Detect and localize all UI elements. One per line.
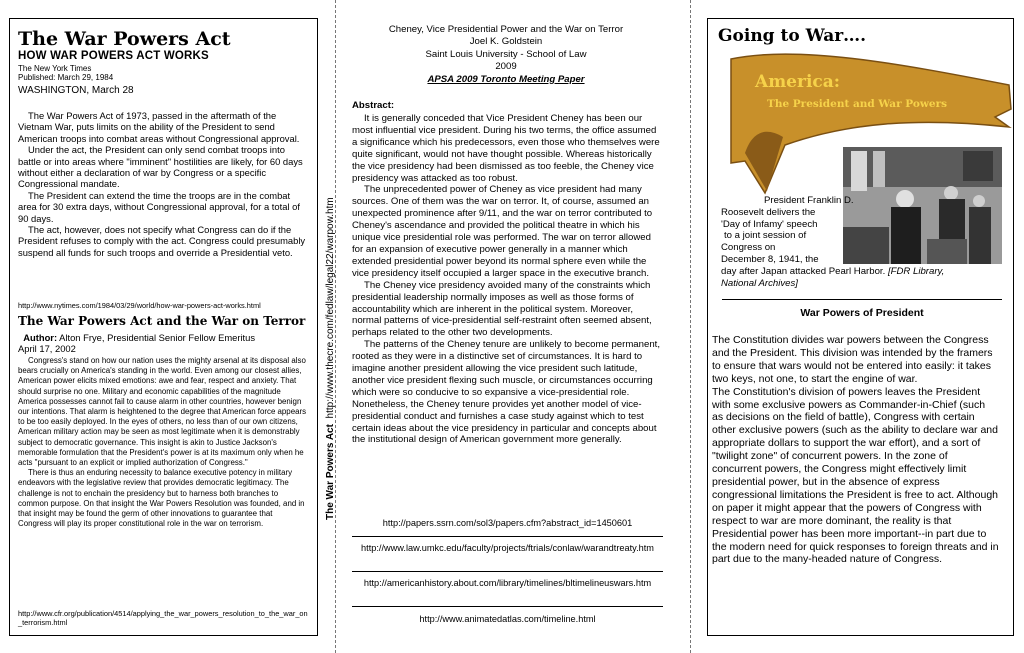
caption-credit-line — [721, 278, 1011, 290]
paragraph: The Constitution's division of powers leaves the President with some exclusive powers as Commander-in-Chief (such as decisions on the field of battle), Congress with certain other exclusive powers (such as the ability to declare war and appropriate dollars to support the war effort), and a sort of "twilight zone" of concurrent powers. In the zone of concurrent powers, the Congress might effectively limit presidential power, but in the absence of express congressional limitations the President is free to act. Although on paper it might appear that the powers of Congress with respect to war are more dominant, the reality is that Presidential power has been more important--in part due to the modern need for quick responses to foreign threats and in part due to the many-headed nature of Congress. — [712, 385, 999, 566]
vertical-title: The War Powers Act — [325, 424, 336, 520]
article-source: The New York Times — [18, 64, 92, 73]
war-powers-section-title: War Powers of President — [800, 307, 924, 319]
abstract-label: Abstract: — [352, 100, 395, 111]
article-published: Published: March 29, 1984 — [18, 73, 114, 82]
caption-line: President Franklin D. — [764, 195, 854, 206]
umkc-link[interactable]: http://www.law.umkc.edu/faculty/projects/ftrials/conlaw/warandtreaty.htm — [361, 543, 654, 553]
war-on-terror-title: The War Powers Act and the War on Terror — [18, 314, 306, 328]
paragraph: There is thus an enduring necessity to balance executive potency in military endeavors with the legislative review that provides democratic legitimacy. The challenge is not to enchain the presidency but to harness both branches to common purpose. On that insight the War Powers Resolution was founded, and in that insight may be found the germ of other innovations to guarantee that Congress will play its proper constitutional role in the war on terrorism. — [18, 468, 305, 529]
caption-line: December 8, 1941, the — [721, 253, 819, 265]
paragraph: Congress's stand on how our nation uses the mighty arsenal at its disposal also bears crucially on America's standing in the world. Even among our closest allies, American power elicits mixed emotions: awe and fear, respect and anxiety. That should surprise no one. Military and economic capabilities of the magnitude America possesses cannot fail to cause alarm in other countries, however benign our intentions. That alarm is heightened to the degree that American force appears to be too easily deployed. In the eyes of others, no less than of our own citizens, American military action may be seen as most legitimate when it is demonstrably subject to democratic governance. This insight is akin to Justice Jackson's memorable formulation that the President's power is at its maximum only when he acts "pursuant to an explicit or implied authorization of Congress." — [18, 356, 307, 468]
caption-line: to a joint session of — [724, 230, 807, 242]
article-dateline: WASHINGTON, March 28 — [18, 85, 134, 96]
paragraph: The President can extend the time the troops are in the combat area for 30 extra days, without Congressional approval, for a total of 90 days. — [18, 189, 300, 224]
paragraph: It is generally conceded that Vice President Cheney has been our most influential vice president. During his two terms, the office assumed a significance which his predecessors, even those who themselves were quite significant, would not have thought possible. Whereas historically the vice presidency had been dismissed as too feeble, the Cheney vice presidency was attacked as too robust. — [352, 113, 660, 184]
paragraph: The Cheney vice presidency avoided many of the constraints which presidential leadership normally imposes as well as those forms of accountability which are inherent in the political system. Moreover, normal patterns of vice-presidential self-restraint often seemed absent, perhaps related to the other two developments. — [352, 279, 652, 339]
paper-year: 2009 — [495, 61, 517, 73]
banner-subtitle: The President and War Powers — [767, 98, 948, 110]
paragraph: The act, however, does not specify what Congress can do if the President refuses to comply with the act. Congress could presumably suspend all funds for such troops and override a Presidential veto. — [18, 224, 306, 258]
caption-credit: [FDR Library, — [887, 265, 945, 277]
paragraph: The unprecedented power of Cheney as vice president had many sources. One of them was the war on terror. It, of course, assumed an unexpected prominence after 9/11, and the war on terror contributed to Cheney's ascendance and provided the political theatre in which his unique vice presidential role was performed. The war on terror allowed for an expansion of executive power generally in a manner which extended presidential power beyond its normal sphere even while the vice presidency itself occupied a larger space in the executive branch. — [352, 184, 653, 279]
paper-title: Cheney, Vice Presidential Power and the War on Terror — [388, 24, 624, 35]
war-powers-body — [712, 334, 999, 566]
section-divider — [722, 299, 1002, 300]
vertical-caption — [325, 140, 336, 520]
author-name: Alton Frye, Presidential Senior Fellow Emeritus — [59, 332, 256, 343]
caption-last-line — [721, 266, 1011, 278]
author-label: Author: — [23, 332, 58, 343]
paragraph: The War Powers Act of 1973, passed in the aftermath of the Vietnam War, puts limits on the ability of the President to send American troops into combat areas without Congressional approval. — [18, 110, 300, 144]
photo-caption — [721, 195, 1011, 289]
article-body — [18, 110, 306, 258]
vertical-url[interactable]: http://www.thecre.com/fedlaw/legal22/warpow.htm — [325, 197, 336, 419]
paper-conference[interactable]: APSA 2009 Toronto Meeting Paper — [427, 73, 585, 85]
about-history-link[interactable]: http://americanhistory.about.com/library/timelines/bltimelineuswars.htm — [363, 578, 652, 588]
paragraph: The Constitution divides war powers between the Congress and the President. This division was intended by the framers to ensure that wars would not be entered into easily: it takes two keys, not one, to start the engine of war. — [712, 334, 993, 385]
author-line — [18, 332, 310, 355]
paper-institution: Saint Louis University - School of Law — [425, 48, 587, 60]
paper-author: Joel K. Goldstein — [469, 36, 543, 48]
link-divider — [352, 571, 663, 572]
caption-line: day after Japan attacked Pearl Harbor. — [721, 265, 886, 277]
nytimes-link[interactable]: http://www.nytimes.com/1984/03/29/world/how-war-powers-act-works.html — [18, 301, 261, 310]
paragraph: The patterns of the Cheney tenure are unlikely to become permanent, rooted as they were in a distinctive set of circumstances. It is hard to imagine another president allowing the vice president such latitude, another vice president flexing such muscle, or circumstances occurring which were so conducive to so expansive a vice-presidential role. Nonetheless, the Cheney tenure provides yet another model of vice-presidential conduct and furnishes a case study against which to test certain ideas about the vice presidency in particular and concepts about the institutional design of American government more generally. — [352, 339, 660, 446]
caption-line: 'Day of Infamy' speech — [721, 218, 818, 230]
caption-line: Roosevelt delivers the — [721, 206, 816, 218]
banner-title: America: — [755, 72, 841, 92]
going-to-war-title: Going to War…. — [718, 26, 867, 46]
column-divider-right — [690, 0, 691, 653]
paper-header — [346, 24, 666, 86]
link-divider — [352, 536, 663, 537]
paragraph: Under the act, the President can only send combat troops into battle or into areas where "imminent" hostilities are likely, for 60 days without either a declaration of war by Congress or a specific Congressional mandate. — [18, 144, 303, 190]
author-date: April 17, 2002 — [18, 343, 76, 355]
animated-atlas-link[interactable]: http://www.animatedatlas.com/timeline.html — [419, 614, 596, 624]
caption-line: Congress on — [721, 242, 776, 254]
essay-body — [18, 356, 308, 529]
ssrn-link[interactable]: http://papers.ssrn.com/sol3/papers.cfm?abstract_id=1450601 — [382, 518, 633, 528]
article-subtitle: HOW WAR POWERS ACT WORKS — [18, 50, 209, 62]
abstract-body — [352, 113, 663, 446]
link-divider — [352, 606, 663, 607]
war-powers-act-title: The War Powers Act — [18, 28, 231, 50]
cfr-link[interactable]: http://www.cfr.org/publication/4514/applying_the_war_powers_resolution_to_the_war_on_terrorism.html — [18, 609, 308, 627]
caption-credit: National Archives] — [721, 277, 798, 289]
